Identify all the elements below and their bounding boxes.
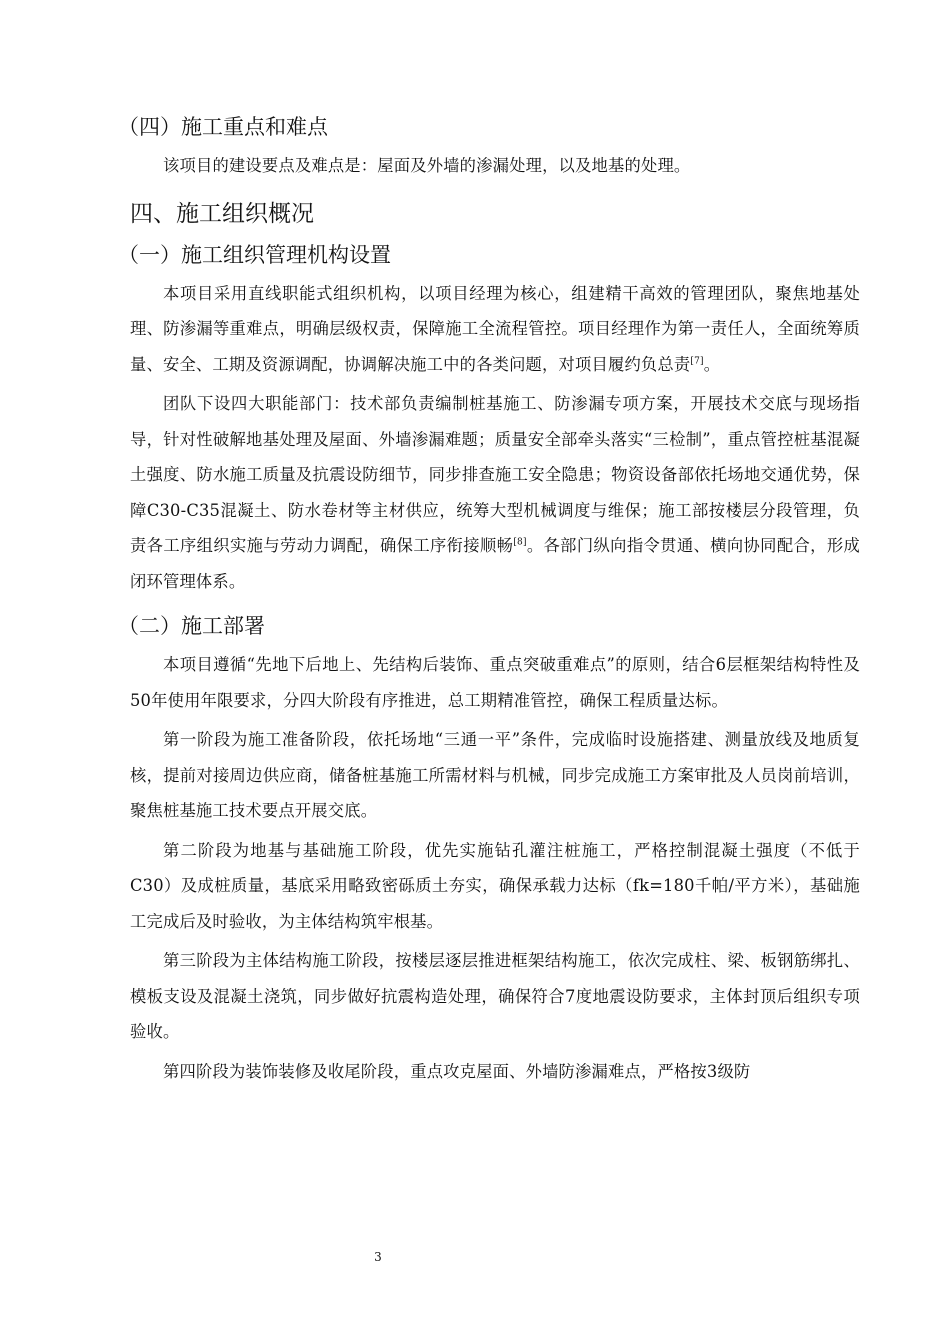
- section-heading-construction-deployment: （二）施工部署: [118, 614, 265, 638]
- paragraph: 第四阶段为装饰装修及收尾阶段，重点攻克屋面、外墙防渗漏难点，严格按3级防: [163, 1061, 751, 1081]
- paragraph-text: 本项目采用直线职能式组织机构，以项目经理为核心，组建精干高效的管理团队，聚焦地基处理、防渗漏等重难点，明确层级权责，保障施工全流程管控。项目经理作为第一责任人，全面统筹质量、安全、工期及资源调配，协调解决施工中的各类问题，对项目履约负总责: [130, 283, 860, 374]
- paragraph-text: 。: [703, 354, 721, 374]
- paragraph: 第一阶段为施工准备阶段，依托场地“三通一平”条件，完成临时设施搭建、测量放线及地质复核，提前对接周边供应商，储备桩基施工所需材料与机械，同步完成施工方案审批及人员岗前培训，聚焦桩基施工技术要点开展交底。: [130, 730, 860, 820]
- paragraph: [130, 276, 860, 383]
- paragraph: 该项目的建设要点及难点是：屋面及外墙的渗漏处理，以及地基的处理。: [163, 156, 691, 175]
- section-heading-key-difficulties: （四）施工重点和难点: [118, 115, 328, 139]
- chapter-heading-construction-organization: 四、施工组织概况: [130, 200, 314, 227]
- paragraph-text: 。各部门纵向指令贯通、横向协同配合，形成闭环管理体系。: [130, 536, 860, 591]
- page-number: 3: [374, 1250, 382, 1264]
- citation-ref: [7]: [690, 356, 704, 367]
- page-content: [118, 110, 860, 1093]
- citation-ref: [8]: [513, 537, 527, 548]
- paragraph: 第二阶段为地基与基础施工阶段，优先实施钻孔灌注桩施工，严格控制混凝土强度（不低于C30）及成桩质量，基底采用略致密砾质土夯实，确保承载力达标（fk=180千帕/平方米），基础施工完成后及时验收，为主体结构筑牢根基。: [130, 840, 860, 931]
- paragraph-text: 团队下设四大职能部门：技术部负责编制桩基施工、防渗漏专项方案，开展技术交底与现场指导，针对性破解地基处理及屋面、外墙渗漏难题；质量安全部牵头落实“三检制”，重点管控桩基混凝土强度、防水施工质量及抗震设防细节，同步排查施工安全隐患；物资设备部依托场地交通优势，保障C30-C35混凝土、防水卷材等主材供应，统筹大型机械调度与维保；施工部按楼层分段管理，负责各工序组织实施与劳动力调配，确保工序衔接顺畅: [130, 394, 860, 555]
- section-heading-management-structure: （一）施工组织管理机构设置: [118, 242, 391, 267]
- paragraph: [130, 386, 860, 599]
- paragraph: 第三阶段为主体结构施工阶段，按楼层逐层推进框架结构施工，依次完成柱、梁、板钢筋绑扎、模板支设及混凝土浇筑，同步做好抗震构造处理，确保符合7度地震设防要求，主体封顶后组织专项验收。: [130, 951, 860, 1041]
- paragraph: 本项目遵循“先地下后地上、先结构后装饰、重点突破重难点”的原则，结合6层框架结构特性及50年使用年限要求，分四大阶段有序推进，总工期精准管控，确保工程质量达标。: [130, 655, 860, 710]
